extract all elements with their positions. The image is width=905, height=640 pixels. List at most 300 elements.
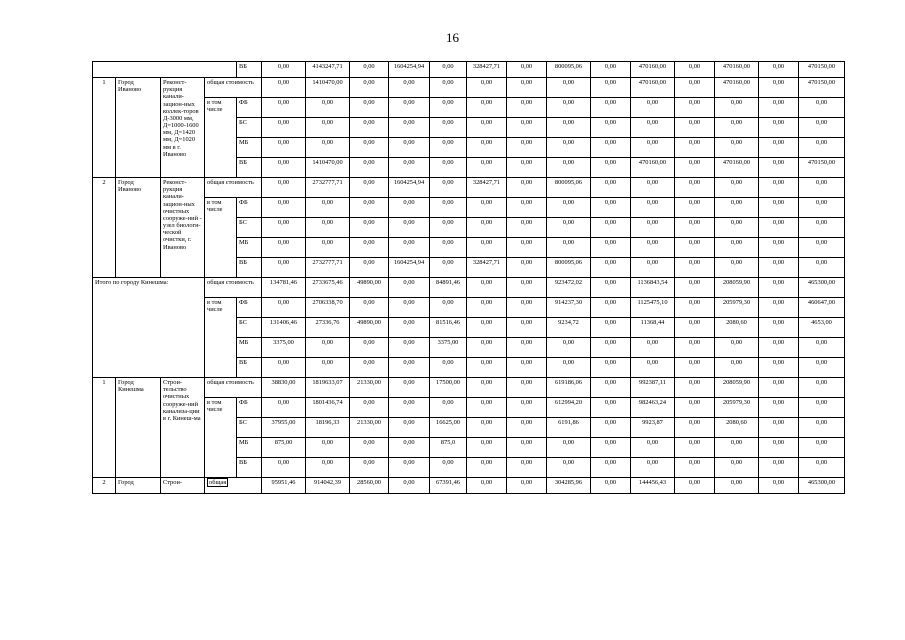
value-cell: 470160,00 xyxy=(715,62,759,78)
value-cell: 0,00 xyxy=(467,98,507,118)
fin-source-cell: ВБ xyxy=(237,158,262,178)
value-cell: 0,00 xyxy=(507,158,547,178)
value-cell: 0,00 xyxy=(507,98,547,118)
value-cell: 49890,00 xyxy=(350,278,389,298)
value-cell: 470160,00 xyxy=(631,62,675,78)
total-cost-label: общая стоимость xyxy=(205,278,262,298)
value-cell: 0,00 xyxy=(467,418,507,438)
value-cell: 0,00 xyxy=(467,298,507,318)
value-cell: 914042,39 xyxy=(306,478,350,494)
value-cell: 0,00 xyxy=(799,138,845,158)
including-label: в том числе xyxy=(205,198,237,278)
value-cell: 0,00 xyxy=(675,98,715,118)
value-cell: 1604254,94 xyxy=(389,258,430,278)
location-cell: Город Кинешма xyxy=(116,378,161,478)
value-cell: 0,00 xyxy=(675,138,715,158)
value-cell: 0,00 xyxy=(507,178,547,198)
value-cell: 0,00 xyxy=(306,98,350,118)
value-cell: 0,00 xyxy=(507,358,547,378)
value-cell: 0,00 xyxy=(507,118,547,138)
fin-source-cell: МБ xyxy=(237,238,262,258)
value-cell: 0,00 xyxy=(591,158,631,178)
fin-source-cell: ВБ xyxy=(237,358,262,378)
value-cell: 0,00 xyxy=(389,218,430,238)
value-cell: 0,00 xyxy=(547,78,591,98)
value-cell: 0,00 xyxy=(675,398,715,418)
table-row xyxy=(93,78,845,98)
value-cell: 0,00 xyxy=(591,438,631,458)
value-cell: 0,00 xyxy=(507,218,547,238)
value-cell: 2732777,71 xyxy=(306,178,350,198)
value-cell: 0,00 xyxy=(675,158,715,178)
value-cell: 0,00 xyxy=(430,98,467,118)
value-cell: 21330,00 xyxy=(350,378,389,398)
fin-source-cell: МБ xyxy=(237,338,262,358)
value-cell: 0,00 xyxy=(799,98,845,118)
value-cell: 38830,00 xyxy=(262,378,306,398)
value-cell: 0,00 xyxy=(389,478,430,494)
value-cell: 0,00 xyxy=(262,138,306,158)
value-cell: 612994,20 xyxy=(547,398,591,418)
value-cell: 0,00 xyxy=(306,238,350,258)
value-cell: 0,00 xyxy=(799,118,845,138)
value-cell: 0,00 xyxy=(631,338,675,358)
value-cell: 205979,30 xyxy=(715,398,759,418)
value-cell: 0,00 xyxy=(306,218,350,238)
value-cell: 0,00 xyxy=(759,398,799,418)
value-cell: 0,00 xyxy=(350,98,389,118)
value-cell: 1604254,94 xyxy=(389,62,430,78)
value-cell: 0,00 xyxy=(507,318,547,338)
value-cell: 0,00 xyxy=(759,118,799,138)
value-cell: 0,00 xyxy=(467,218,507,238)
value-cell: 0,00 xyxy=(547,238,591,258)
value-cell: 0,00 xyxy=(350,398,389,418)
value-cell: 9234,72 xyxy=(547,318,591,338)
value-cell: 0,00 xyxy=(389,138,430,158)
value-cell: 0,00 xyxy=(507,62,547,78)
value-cell: 0,00 xyxy=(799,358,845,378)
value-cell: 0,00 xyxy=(759,418,799,438)
value-cell: 0,00 xyxy=(715,338,759,358)
value-cell: 0,00 xyxy=(467,438,507,458)
value-cell: 0,00 xyxy=(715,198,759,218)
value-cell: 0,00 xyxy=(467,158,507,178)
value-cell: 0,00 xyxy=(759,458,799,478)
location-cell: Город Иваново xyxy=(116,78,161,178)
value-cell: 37955,00 xyxy=(262,418,306,438)
table-row xyxy=(93,478,845,494)
value-cell: 0,00 xyxy=(715,98,759,118)
financing-table xyxy=(92,61,845,494)
value-cell: 0,00 xyxy=(547,358,591,378)
value-cell: 0,00 xyxy=(507,138,547,158)
value-cell: 0,00 xyxy=(591,178,631,198)
value-cell: 0,00 xyxy=(467,338,507,358)
value-cell: 0,00 xyxy=(467,238,507,258)
value-cell: 0,00 xyxy=(799,178,845,198)
value-cell: 328427,71 xyxy=(467,178,507,198)
value-cell: 0,00 xyxy=(262,218,306,238)
value-cell: 0,00 xyxy=(430,118,467,138)
value-cell: 0,00 xyxy=(675,358,715,378)
fin-source-cell: ВБ xyxy=(237,62,262,78)
value-cell: 0,00 xyxy=(430,138,467,158)
including-label: в том числе xyxy=(205,298,237,378)
value-cell: 0,00 xyxy=(799,378,845,398)
value-cell: 465300,00 xyxy=(799,278,845,298)
value-cell: 0,00 xyxy=(591,478,631,494)
value-cell: 0,00 xyxy=(507,458,547,478)
value-cell: 0,00 xyxy=(507,478,547,494)
value-cell: 2732777,71 xyxy=(306,258,350,278)
value-cell: 0,00 xyxy=(675,218,715,238)
value-cell: 0,00 xyxy=(631,438,675,458)
total-cost-label: общая стоимость xyxy=(205,78,262,98)
row-number-cell: 2 xyxy=(93,178,116,278)
value-cell: 28560,00 xyxy=(350,478,389,494)
object-description-cell: Реконст-рукция канали-зацион-ных очистных сооруже-ний - узел биологи-ческой очистки, г. Иваново xyxy=(161,178,205,278)
value-cell: 0,00 xyxy=(507,298,547,318)
value-cell: 0,00 xyxy=(715,438,759,458)
value-cell: 95951,46 xyxy=(262,478,306,494)
value-cell: 0,00 xyxy=(591,318,631,338)
value-cell: 0,00 xyxy=(547,218,591,238)
value-cell: 0,00 xyxy=(591,398,631,418)
value-cell: 11368,44 xyxy=(631,318,675,338)
value-cell: 0,00 xyxy=(675,458,715,478)
location-cell: Город xyxy=(116,478,161,494)
value-cell: 2706338,70 xyxy=(306,298,350,318)
value-cell: 0,00 xyxy=(430,178,467,198)
value-cell: 992387,11 xyxy=(631,378,675,398)
value-cell: 0,00 xyxy=(591,298,631,318)
value-cell: 0,00 xyxy=(675,418,715,438)
value-cell: 1410470,00 xyxy=(306,158,350,178)
value-cell: 0,00 xyxy=(350,78,389,98)
value-cell: 0,00 xyxy=(631,198,675,218)
location-cell: Город Иваново xyxy=(116,178,161,278)
value-cell: 0,00 xyxy=(467,138,507,158)
value-cell: 0,00 xyxy=(591,78,631,98)
value-cell: 0,00 xyxy=(547,158,591,178)
value-cell: 0,00 xyxy=(350,218,389,238)
row-number-cell: 1 xyxy=(93,78,116,178)
table-body xyxy=(93,62,845,494)
value-cell: 0,00 xyxy=(430,62,467,78)
object-description-cell: Строи-тельство очистных сооруже-ний канализа-ции в г. Кинеш-ма xyxy=(161,378,205,478)
value-cell: 0,00 xyxy=(547,198,591,218)
value-cell: 0,00 xyxy=(467,358,507,378)
value-cell: 0,00 xyxy=(675,478,715,494)
value-cell: 470160,00 xyxy=(715,78,759,98)
value-cell: 0,00 xyxy=(350,118,389,138)
value-cell: 0,00 xyxy=(262,78,306,98)
value-cell: 0,00 xyxy=(350,62,389,78)
value-cell: 0,00 xyxy=(389,278,430,298)
value-cell: 134781,46 xyxy=(262,278,306,298)
value-cell: 0,00 xyxy=(350,438,389,458)
value-cell: 0,00 xyxy=(547,438,591,458)
value-cell: 0,00 xyxy=(306,138,350,158)
value-cell: 21330,00 xyxy=(350,418,389,438)
value-cell: 0,00 xyxy=(631,98,675,118)
value-cell: 0,00 xyxy=(759,478,799,494)
value-cell: 0,00 xyxy=(389,238,430,258)
table-row xyxy=(93,62,845,78)
value-cell: 0,00 xyxy=(350,158,389,178)
value-cell: 0,00 xyxy=(262,258,306,278)
value-cell: 0,00 xyxy=(306,458,350,478)
value-cell: 328427,71 xyxy=(467,258,507,278)
fin-source-cell: ФБ xyxy=(237,398,262,418)
value-cell: 0,00 xyxy=(262,238,306,258)
value-cell: 0,00 xyxy=(507,438,547,458)
including-label: в том числе xyxy=(205,398,237,478)
value-cell: 0,00 xyxy=(262,118,306,138)
fin-source-cell: ВБ xyxy=(237,458,262,478)
row-number-cell: 2 xyxy=(93,478,116,494)
value-cell: 0,00 xyxy=(350,298,389,318)
value-cell: 0,00 xyxy=(715,218,759,238)
value-cell: 4143247,71 xyxy=(306,62,350,78)
value-cell: 0,00 xyxy=(507,418,547,438)
value-cell: 0,00 xyxy=(675,278,715,298)
table-row xyxy=(93,278,845,298)
value-cell: 0,00 xyxy=(799,218,845,238)
value-cell: 800095,06 xyxy=(547,258,591,278)
value-cell: 0,00 xyxy=(799,198,845,218)
value-cell: 0,00 xyxy=(306,118,350,138)
value-cell: 0,00 xyxy=(675,198,715,218)
including-label: в том числе xyxy=(205,98,237,178)
value-cell: 0,00 xyxy=(389,458,430,478)
value-cell: 131406,46 xyxy=(262,318,306,338)
value-cell: 0,00 xyxy=(675,298,715,318)
value-cell: 0,00 xyxy=(389,158,430,178)
value-cell: 0,00 xyxy=(306,358,350,378)
value-cell: 0,00 xyxy=(350,358,389,378)
value-cell: 0,00 xyxy=(759,378,799,398)
value-cell: 208059,90 xyxy=(715,278,759,298)
value-cell: 0,00 xyxy=(759,218,799,238)
value-cell: 49890,00 xyxy=(350,318,389,338)
value-cell: 0,00 xyxy=(591,218,631,238)
value-cell: 0,00 xyxy=(759,178,799,198)
value-cell: 470150,00 xyxy=(799,158,845,178)
value-cell: 0,00 xyxy=(467,458,507,478)
value-cell: 0,00 xyxy=(262,398,306,418)
value-cell: 0,00 xyxy=(675,118,715,138)
fin-source-cell: ФБ xyxy=(237,98,262,118)
table-row xyxy=(93,98,845,118)
value-cell: 0,00 xyxy=(715,118,759,138)
value-cell: 0,00 xyxy=(591,238,631,258)
value-cell: 0,00 xyxy=(507,258,547,278)
value-cell: 0,00 xyxy=(507,238,547,258)
value-cell: 0,00 xyxy=(715,178,759,198)
value-cell: 0,00 xyxy=(547,458,591,478)
fin-source-cell: ФБ xyxy=(237,198,262,218)
value-cell: 0,00 xyxy=(389,378,430,398)
value-cell: 0,00 xyxy=(631,118,675,138)
fin-source-cell: ВБ xyxy=(237,258,262,278)
value-cell: 0,00 xyxy=(675,338,715,358)
value-cell: 0,00 xyxy=(675,238,715,258)
value-cell: 0,00 xyxy=(389,398,430,418)
value-cell: 0,00 xyxy=(306,338,350,358)
value-cell: 0,00 xyxy=(389,198,430,218)
value-cell: 0,00 xyxy=(389,298,430,318)
value-cell: 0,00 xyxy=(591,358,631,378)
value-cell: 0,00 xyxy=(631,458,675,478)
value-cell: 0,00 xyxy=(350,138,389,158)
value-cell: 0,00 xyxy=(675,378,715,398)
value-cell: 17500,00 xyxy=(430,378,467,398)
table-row xyxy=(93,378,845,398)
value-cell: 1410470,00 xyxy=(306,78,350,98)
value-cell: 0,00 xyxy=(799,418,845,438)
value-cell: 800095,06 xyxy=(547,62,591,78)
value-cell: 144456,43 xyxy=(631,478,675,494)
value-cell: 0,00 xyxy=(507,278,547,298)
value-cell: 0,00 xyxy=(631,178,675,198)
value-cell: 0,00 xyxy=(350,458,389,478)
fin-source-cell: БС xyxy=(237,218,262,238)
fin-source-cell: ФБ xyxy=(237,298,262,318)
value-cell: 0,00 xyxy=(631,138,675,158)
value-cell: 0,00 xyxy=(715,358,759,378)
value-cell: 0,00 xyxy=(547,118,591,138)
value-cell: 460647,00 xyxy=(799,298,845,318)
value-cell: 0,00 xyxy=(350,238,389,258)
value-cell: 0,00 xyxy=(631,238,675,258)
value-cell: 619186,06 xyxy=(547,378,591,398)
fin-source-cell: БС xyxy=(237,318,262,338)
value-cell: 0,00 xyxy=(430,298,467,318)
value-cell: 0,00 xyxy=(631,358,675,378)
value-cell: 208059,90 xyxy=(715,378,759,398)
table-row xyxy=(93,398,845,418)
value-cell: 0,00 xyxy=(507,338,547,358)
value-cell: 0,00 xyxy=(389,78,430,98)
value-cell: 0,00 xyxy=(675,78,715,98)
value-cell: 205979,30 xyxy=(715,298,759,318)
fin-source-cell: МБ xyxy=(237,138,262,158)
value-cell: 2733675,46 xyxy=(306,278,350,298)
value-cell: 304285,96 xyxy=(547,478,591,494)
value-cell: 0,00 xyxy=(591,418,631,438)
value-cell: 465300,00 xyxy=(799,478,845,494)
value-cell: 9923,87 xyxy=(631,418,675,438)
value-cell: 0,00 xyxy=(430,238,467,258)
value-cell: 1136843,54 xyxy=(631,278,675,298)
value-cell: 470150,00 xyxy=(799,78,845,98)
value-cell: 0,00 xyxy=(507,378,547,398)
value-cell: 0,00 xyxy=(467,398,507,418)
total-label-cell: Итого по городу Кинешма: xyxy=(93,278,205,378)
value-cell: 0,00 xyxy=(591,278,631,298)
value-cell: 0,00 xyxy=(306,438,350,458)
value-cell: 0,00 xyxy=(430,78,467,98)
value-cell: 27336,76 xyxy=(306,318,350,338)
total-cost-label: общая стоимость xyxy=(205,178,262,198)
value-cell: 0,00 xyxy=(467,278,507,298)
value-cell: 800095,06 xyxy=(547,178,591,198)
value-cell: 4653,00 xyxy=(799,318,845,338)
fin-source-cell: БС xyxy=(237,418,262,438)
value-cell: 0,00 xyxy=(467,118,507,138)
value-cell: 0,00 xyxy=(262,158,306,178)
value-cell: 0,00 xyxy=(591,378,631,398)
value-cell: 1604254,94 xyxy=(389,178,430,198)
value-cell: 0,00 xyxy=(631,218,675,238)
value-cell: 84891,46 xyxy=(430,278,467,298)
value-cell: 875,0 xyxy=(430,438,467,458)
value-cell: 0,00 xyxy=(389,318,430,338)
value-cell: 0,00 xyxy=(262,458,306,478)
value-cell: 0,00 xyxy=(430,258,467,278)
value-cell: 0,00 xyxy=(430,158,467,178)
value-cell: 0,00 xyxy=(591,62,631,78)
value-cell: 0,00 xyxy=(759,298,799,318)
value-cell: 2080,60 xyxy=(715,418,759,438)
value-cell: 0,00 xyxy=(715,138,759,158)
value-cell: 470160,00 xyxy=(715,158,759,178)
value-cell: 0,00 xyxy=(715,478,759,494)
value-cell: 0,00 xyxy=(507,78,547,98)
value-cell: 0,00 xyxy=(350,258,389,278)
value-cell: 0,00 xyxy=(675,318,715,338)
value-cell: 0,00 xyxy=(262,178,306,198)
value-cell: 3375,00 xyxy=(262,338,306,358)
value-cell: 0,00 xyxy=(759,358,799,378)
value-cell: 67391,46 xyxy=(430,478,467,494)
value-cell: 0,00 xyxy=(389,418,430,438)
value-cell: 0,00 xyxy=(389,358,430,378)
value-cell: 81516,46 xyxy=(430,318,467,338)
value-cell: 0,00 xyxy=(467,198,507,218)
value-cell: 0,00 xyxy=(507,198,547,218)
value-cell: 0,00 xyxy=(799,458,845,478)
value-cell: 0,00 xyxy=(675,178,715,198)
value-cell: 470160,00 xyxy=(631,158,675,178)
value-cell: 0,00 xyxy=(430,198,467,218)
value-cell: 470160,00 xyxy=(631,78,675,98)
value-cell: 0,00 xyxy=(350,198,389,218)
value-cell: 923472,02 xyxy=(547,278,591,298)
value-cell: 0,00 xyxy=(547,98,591,118)
value-cell: 0,00 xyxy=(799,238,845,258)
fin-source-cell: БС xyxy=(237,118,262,138)
value-cell: 914237,30 xyxy=(547,298,591,318)
value-cell: 0,00 xyxy=(467,78,507,98)
value-cell: 0,00 xyxy=(389,338,430,358)
value-cell: 0,00 xyxy=(759,138,799,158)
value-cell: 0,00 xyxy=(591,198,631,218)
value-cell: 0,00 xyxy=(799,398,845,418)
value-cell: 0,00 xyxy=(591,338,631,358)
value-cell: 18196,33 xyxy=(306,418,350,438)
value-cell: 0,00 xyxy=(591,458,631,478)
fin-source-cell: МБ xyxy=(237,438,262,458)
value-cell: 875,00 xyxy=(262,438,306,458)
value-cell: 0,00 xyxy=(631,258,675,278)
value-cell: 2080,60 xyxy=(715,318,759,338)
value-cell: 0,00 xyxy=(759,238,799,258)
value-cell: 0,00 xyxy=(591,98,631,118)
table-row xyxy=(93,198,845,218)
